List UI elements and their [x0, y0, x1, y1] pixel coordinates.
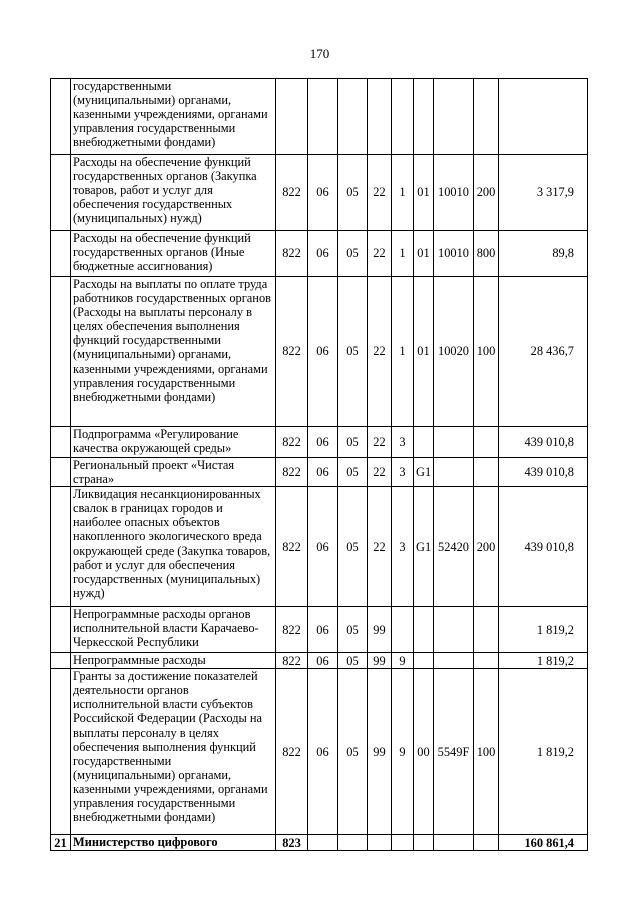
- item-name-cell: Министерство цифрового: [71, 835, 276, 851]
- project-code-cell: [414, 79, 434, 155]
- subprogram-code-cell: [392, 835, 414, 851]
- row-number-cell: [51, 653, 71, 669]
- subsection-code-cell: 05: [338, 653, 368, 669]
- item-name-cell: Подпрограмма «Регулирование качества окружающей среды»: [71, 427, 276, 458]
- expense-type-code-cell: 100: [474, 669, 499, 835]
- subprogram-code-cell: 3: [392, 458, 414, 487]
- project-code-cell: 01: [414, 231, 434, 277]
- expense-type-code-cell: [474, 427, 499, 458]
- ministry-code-cell: 822: [276, 458, 308, 487]
- program-code-cell: 22: [368, 277, 392, 427]
- section-code-cell: 06: [308, 653, 338, 669]
- direction-code-cell: 52420: [434, 487, 474, 607]
- ministry-code-cell: 822: [276, 427, 308, 458]
- project-code-cell: G1: [414, 458, 434, 487]
- expense-type-code-cell: 100: [474, 277, 499, 427]
- program-code-cell: 99: [368, 669, 392, 835]
- subsection-code-cell: 05: [338, 458, 368, 487]
- item-name-cell: Гранты за достижение показателей деятельности органов исполнительной власти субъектов Российской Федерации (Расходы на выплаты персоналу в целях обеспечения выполнения функций государственными (муниципальными) органами, казенными учреждениями, органами управления государственными внебюджетными фондами): [71, 669, 276, 835]
- project-code-cell: 00: [414, 669, 434, 835]
- section-code-cell: 06: [308, 231, 338, 277]
- expense-type-code-cell: [474, 79, 499, 155]
- project-code-cell: [414, 835, 434, 851]
- expense-type-code-cell: 800: [474, 231, 499, 277]
- ministry-code-cell: 822: [276, 155, 308, 231]
- direction-code-cell: [434, 458, 474, 487]
- ministry-code-cell: [276, 79, 308, 155]
- program-code-cell: [368, 79, 392, 155]
- section-code-cell: [308, 79, 338, 155]
- subsection-code-cell: 05: [338, 277, 368, 427]
- item-name-cell: Ликвидация несанкционированных свалок в границах городов и наиболее опасных объектов накопленного экологического вреда окружающей среде (Закупка товаров, работ и услуг для обеспечения государственных (муниципальных) нужд): [71, 487, 276, 607]
- direction-code-cell: [434, 607, 474, 653]
- row-number-cell: [51, 669, 71, 835]
- table-row: [51, 277, 588, 427]
- program-code-cell: 22: [368, 231, 392, 277]
- ministry-code-cell: 823: [276, 835, 308, 851]
- page-number: 170: [309, 46, 330, 61]
- item-name-cell: Непрограммные расходы: [71, 653, 276, 669]
- section-code-cell: 06: [308, 277, 338, 427]
- row-number-cell: [51, 231, 71, 277]
- direction-code-cell: [434, 835, 474, 851]
- subsection-code-cell: 05: [338, 669, 368, 835]
- project-code-cell: 01: [414, 155, 434, 231]
- direction-code-cell: [434, 79, 474, 155]
- table-row: [51, 427, 588, 458]
- direction-code-cell: 10020: [434, 277, 474, 427]
- table-row: [51, 155, 588, 231]
- program-code-cell: 99: [368, 653, 392, 669]
- row-number-cell: [51, 427, 71, 458]
- row-number-cell: [51, 277, 71, 427]
- subsection-code-cell: 05: [338, 155, 368, 231]
- row-number-cell: [51, 487, 71, 607]
- subprogram-code-cell: 9: [392, 669, 414, 835]
- expense-type-code-cell: [474, 458, 499, 487]
- subprogram-code-cell: 1: [392, 277, 414, 427]
- budget-table: [50, 78, 588, 851]
- item-name-cell: государственными (муниципальными) органами, казенными учреждениями, органами управления государственными внебюджетными фондами): [71, 79, 276, 155]
- table-row: [51, 487, 588, 607]
- item-name-cell: Расходы на обеспечение функций государственных органов (Закупка товаров, работ и услуг для обеспечения государственных (муниципальных) нужд): [71, 155, 276, 231]
- section-code-cell: 06: [308, 669, 338, 835]
- section-code-cell: [308, 835, 338, 851]
- subprogram-code-cell: 1: [392, 155, 414, 231]
- program-code-cell: [368, 835, 392, 851]
- amount-cell: 1 819,2: [499, 607, 588, 653]
- amount-cell: 439 010,8: [499, 458, 588, 487]
- amount-cell: 1 819,2: [499, 669, 588, 835]
- subsection-code-cell: [338, 79, 368, 155]
- amount-cell: 439 010,8: [499, 427, 588, 458]
- subprogram-code-cell: 3: [392, 487, 414, 607]
- expense-type-code-cell: [474, 653, 499, 669]
- item-name-cell: Региональный проект «Чистая страна»: [71, 458, 276, 487]
- expense-type-code-cell: [474, 835, 499, 851]
- ministry-code-cell: 822: [276, 231, 308, 277]
- expense-type-code-cell: 200: [474, 155, 499, 231]
- item-name-cell: Расходы на выплаты по оплате труда работников государственных органов (Расходы на выплаты персоналу в целях обеспечения выполнения функций государственными (муниципальными) органами, казенными учреждениями, органами управления государственными внебюджетными фондами): [71, 277, 276, 427]
- project-code-cell: [414, 607, 434, 653]
- amount-cell: 3 317,9: [499, 155, 588, 231]
- amount-cell: 160 861,4: [499, 835, 588, 851]
- program-code-cell: 22: [368, 427, 392, 458]
- subprogram-code-cell: [392, 79, 414, 155]
- program-code-cell: 22: [368, 458, 392, 487]
- subsection-code-cell: [338, 835, 368, 851]
- subprogram-code-cell: 1: [392, 231, 414, 277]
- section-code-cell: 06: [308, 155, 338, 231]
- section-code-cell: 06: [308, 607, 338, 653]
- subprogram-code-cell: 9: [392, 653, 414, 669]
- table-row: [51, 231, 588, 277]
- amount-cell: 439 010,8: [499, 487, 588, 607]
- ministry-code-cell: 822: [276, 277, 308, 427]
- section-code-cell: 06: [308, 427, 338, 458]
- row-number-cell: 21: [51, 835, 71, 851]
- project-code-cell: [414, 653, 434, 669]
- direction-code-cell: 10010: [434, 155, 474, 231]
- table-row: [51, 653, 588, 669]
- table-row: [51, 79, 588, 155]
- row-number-cell: [51, 155, 71, 231]
- direction-code-cell: 10010: [434, 231, 474, 277]
- subsection-code-cell: 05: [338, 607, 368, 653]
- row-number-cell: [51, 607, 71, 653]
- project-code-cell: 01: [414, 277, 434, 427]
- project-code-cell: G1: [414, 487, 434, 607]
- table-row: [51, 458, 588, 487]
- amount-cell: 1 819,2: [499, 653, 588, 669]
- subsection-code-cell: 05: [338, 231, 368, 277]
- direction-code-cell: [434, 653, 474, 669]
- section-code-cell: 06: [308, 458, 338, 487]
- expense-type-code-cell: 200: [474, 487, 499, 607]
- table-row: [51, 669, 588, 835]
- amount-cell: 28 436,7: [499, 277, 588, 427]
- ministry-code-cell: 822: [276, 653, 308, 669]
- amount-cell: [499, 79, 588, 155]
- direction-code-cell: [434, 427, 474, 458]
- ministry-code-cell: 822: [276, 607, 308, 653]
- item-name-cell: Непрограммные расходы органов исполнительной власти Карачаево-Черкесской Республики: [71, 607, 276, 653]
- program-code-cell: 22: [368, 155, 392, 231]
- row-number-cell: [51, 79, 71, 155]
- section-code-cell: 06: [308, 487, 338, 607]
- item-name-cell: Расходы на обеспечение функций государственных органов (Иные бюджетные ассигнования): [71, 231, 276, 277]
- row-number-cell: [51, 458, 71, 487]
- project-code-cell: [414, 427, 434, 458]
- subsection-code-cell: 05: [338, 487, 368, 607]
- table-row: [51, 607, 588, 653]
- subsection-code-cell: 05: [338, 427, 368, 458]
- program-code-cell: 22: [368, 487, 392, 607]
- ministry-code-cell: 822: [276, 669, 308, 835]
- program-code-cell: 99: [368, 607, 392, 653]
- amount-cell: 89,8: [499, 231, 588, 277]
- expense-type-code-cell: [474, 607, 499, 653]
- subprogram-code-cell: 3: [392, 427, 414, 458]
- ministry-code-cell: 822: [276, 487, 308, 607]
- subprogram-code-cell: [392, 607, 414, 653]
- table-row: [51, 835, 588, 851]
- direction-code-cell: 5549F: [434, 669, 474, 835]
